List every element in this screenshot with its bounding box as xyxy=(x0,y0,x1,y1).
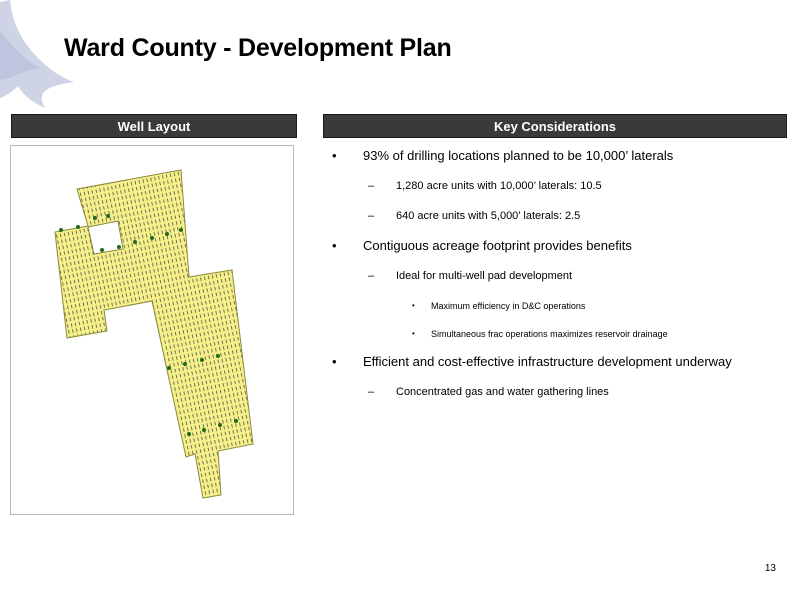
bullet-marker: – xyxy=(368,180,375,192)
bullet-text: 640 acre units with 5,000’ laterals: 2.5 xyxy=(396,210,581,222)
acreage-notch xyxy=(88,221,123,254)
well-layout-map xyxy=(10,145,294,515)
bullet-marker: – xyxy=(368,270,375,282)
bullet-item xyxy=(330,324,790,352)
bullet-text: Concentrated gas and water gathering lines xyxy=(396,386,609,398)
bullet-text: 1,280 acre units with 10,000’ laterals: 10.5 xyxy=(396,180,602,192)
bullet-item xyxy=(330,146,790,176)
bullet-marker: • xyxy=(332,148,337,163)
bullet-text: Efficient and cost-effective infrastructure development underway xyxy=(363,354,732,369)
bullet-text: Ideal for multi-well pad development xyxy=(396,270,573,282)
bullet-marker: • xyxy=(412,329,415,338)
key-considerations-list xyxy=(330,146,790,412)
bullet-item xyxy=(330,266,790,296)
page-title: Ward County - Development Plan xyxy=(64,34,452,62)
key-considerations-header-label: Key Considerations xyxy=(493,118,617,134)
bullet-marker: • xyxy=(412,301,415,310)
bullet-text: Simultaneous frac operations maximizes reservoir drainage xyxy=(431,329,668,339)
acreage-outline xyxy=(55,170,253,498)
bullet-item xyxy=(330,296,790,324)
bullet-item xyxy=(330,352,790,382)
page-number: 13 xyxy=(764,563,776,574)
bullet-item xyxy=(330,382,790,412)
bullet-marker: • xyxy=(332,238,337,253)
bullet-item xyxy=(330,206,790,236)
bullet-item xyxy=(330,176,790,206)
well-layout-map-svg xyxy=(11,146,295,516)
bullet-marker: • xyxy=(332,354,337,369)
bullet-item xyxy=(330,236,790,266)
bullet-marker: – xyxy=(368,386,375,398)
well-layout-header xyxy=(11,114,297,138)
bullet-text: Contiguous acreage footprint provides benefits xyxy=(363,238,632,253)
well-layout-header-label: Well Layout xyxy=(117,118,191,134)
bullet-text: 93% of drilling locations planned to be 10,000’ laterals xyxy=(363,148,674,163)
bullet-marker: – xyxy=(368,210,375,222)
key-considerations-header xyxy=(323,114,787,138)
bullet-text: Maximum efficiency in D&C operations xyxy=(431,301,586,311)
